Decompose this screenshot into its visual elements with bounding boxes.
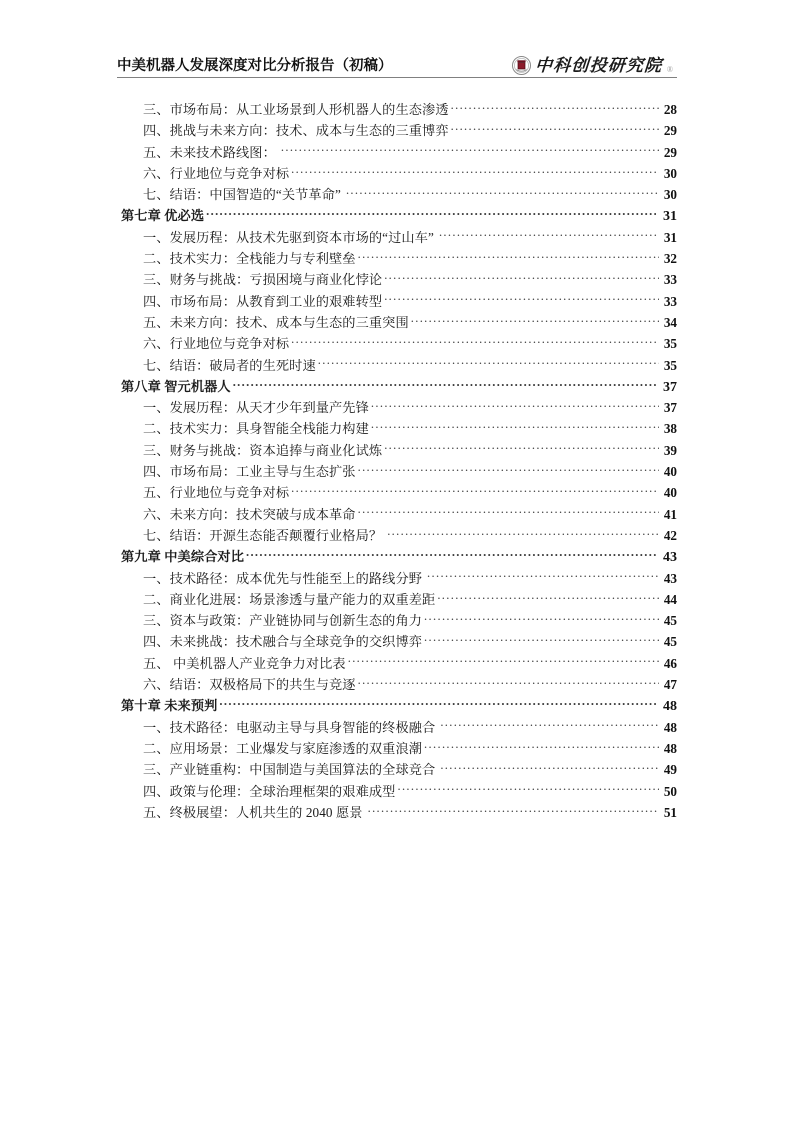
toc-entry-row[interactable] [121,482,677,503]
toc-page-number: 33 [663,272,677,288]
toc-dot-leader [384,441,659,455]
toc-entry-label: 四、政策与伦理：全球治理框架的艰难成型 [143,783,396,799]
toc-entry-label: 五、行业地位与竞争对标 [143,485,290,501]
toc-page-number: 43 [663,550,677,566]
toc-page-number: 35 [663,336,677,352]
toc-entry-label: 四、市场布局：从教育到工业的艰难转型 [143,293,383,309]
toc-entry-label: 三、财务与挑战：亏损困境与商业化悖论 [143,272,383,288]
toc-dot-leader [424,632,659,646]
toc-dot-leader [384,270,659,284]
toc-entry-row[interactable] [121,674,677,695]
toc-entry-label: 六、未来方向：技术突破与成本革命 [143,506,356,522]
toc-dot-leader [246,547,656,561]
toc-page-number: 51 [663,804,677,820]
toc-page-number: 46 [663,655,677,671]
toc-entry-row[interactable] [121,312,677,333]
toc-entry-row[interactable] [121,291,677,312]
toc-dot-leader [291,334,659,348]
toc-dot-leader [439,228,659,242]
toc-entry-label: 七、结语：开源生态能否颠覆行业格局？ [143,527,383,543]
header-divider [117,77,677,78]
toc-entry-label: 三、财务与挑战：资本追捧与商业化试炼 [143,442,383,458]
toc-page-number: 32 [663,251,677,267]
toc-entry-label: 第八章 智元机器人 [121,378,231,394]
toc-dot-leader [451,100,659,114]
document-title: 中美机器人发展深度对比分析报告（初稿） [117,58,393,74]
toc-dot-leader [358,249,659,263]
toc-dot-leader [384,292,659,306]
toc-entry-row[interactable] [121,802,677,823]
toc-page-number: 41 [663,506,677,522]
circular-seal-emblem-icon [512,56,531,75]
toc-dot-leader [233,377,656,391]
toc-dot-leader [281,143,659,157]
toc-entry-row[interactable] [121,355,677,376]
toc-page-number: 45 [663,634,677,650]
toc-dot-leader [424,611,659,625]
toc-entry-label: 第九章 中美综合对比 [121,549,244,565]
toc-page-number: 50 [663,783,677,799]
toc-dot-leader [368,803,659,817]
toc-entry-label: 七、结语：中国智造的“关节革命” [143,187,341,203]
toc-entry-row[interactable] [121,99,677,120]
table-of-contents [121,99,677,823]
toc-entry-row[interactable] [121,418,677,439]
toc-entry-label: 四、未来挑战：技术融合与全球竞争的交织博弈 [143,634,423,650]
header-inner [117,46,677,76]
toc-entry-label: 三、产业链重构：中国制造与美国算法的全球竞合 [143,762,436,778]
toc-entry-label: 三、市场布局：从工业场景到人形机器人的生态渗透 [143,102,449,117]
toc-dot-leader [387,526,659,540]
toc-chapter-row[interactable] [121,376,677,397]
toc-page-number: 35 [663,357,677,373]
toc-page-number: 31 [663,209,677,225]
toc-dot-leader [437,590,659,604]
toc-entry-label: 四、挑战与未来方向：技术、成本与生态的三重博弈 [143,123,449,139]
toc-entry-row[interactable] [121,738,677,759]
toc-page-number: 48 [663,740,677,756]
toc-entry-label: 第七章 优必选 [121,208,205,224]
toc-dot-leader [291,483,659,497]
toc-entry-label: 六、行业地位与竞争对标 [143,165,290,181]
registered-mark-icon: ® [666,65,673,74]
toc-page-number: 29 [663,144,677,160]
toc-dot-leader [411,313,659,327]
toc-entry-label: 一、发展历程：从天才少年到量产先锋 [143,400,369,416]
page-header [117,46,677,80]
toc-entry-row[interactable] [121,184,677,205]
toc-page-number: 45 [663,613,677,629]
toc-entry-row[interactable] [121,653,677,674]
toc-page-number: 48 [663,699,677,715]
toc-entry-label: 二、技术实力：具身智能全栈能力构建 [143,421,369,437]
toc-page-number: 37 [663,379,677,395]
toc-dot-leader [358,675,659,689]
toc-entry-label: 五、 中美机器人产业竞争力对比表 [143,655,346,671]
toc-page-number: 37 [663,400,677,416]
toc-entry-label: 三、资本与政策：产业链协同与创新生态的角力 [143,613,423,629]
toc-entry-row[interactable] [121,717,677,738]
toc-chapter-row[interactable] [121,695,677,716]
toc-entry-row[interactable] [121,397,677,418]
toc-entry-row[interactable] [121,589,677,610]
toc-page-number: 39 [663,442,677,458]
toc-entry-label: 第十章 未来预判 [121,698,218,714]
toc-entry-row[interactable] [121,248,677,269]
toc-dot-leader [346,185,659,199]
toc-entry-label: 四、市场布局：工业主导与生态扩张 [143,464,356,480]
toc-dot-leader [424,739,659,753]
toc-dot-leader [440,718,659,732]
toc-entry-row[interactable] [121,440,677,461]
toc-page-number: 49 [663,762,677,778]
toc-page-number: 48 [663,719,677,735]
toc-page-number: 42 [663,527,677,543]
toc-dot-leader [397,782,659,796]
toc-entry-label: 六、结语：双极格局下的共生与竞逐 [143,677,356,693]
toc-entry-row[interactable] [121,759,677,780]
toc-entry-row[interactable] [121,525,677,546]
toc-dot-leader [206,206,656,220]
toc-page-number: 47 [663,677,677,693]
toc-chapter-row[interactable] [121,205,677,226]
toc-entry-row[interactable] [121,781,677,802]
toc-dot-leader [427,569,659,583]
brand-name: 中科创投研究院 [533,56,663,75]
toc-dot-leader [358,505,659,519]
toc-page-number: 30 [663,165,677,181]
toc-dot-leader [440,760,659,774]
toc-page-number: 28 [663,102,677,117]
toc-entry-row[interactable] [121,163,677,184]
toc-page-number: 34 [663,314,677,330]
toc-entry-label: 一、技术路径：成本优先与性能至上的路线分野 [143,570,423,586]
toc-dot-leader [291,164,659,178]
toc-entry-row[interactable] [121,610,677,631]
toc-dot-leader [219,696,656,710]
toc-entry-row[interactable] [121,269,677,290]
toc-page-number: 40 [663,464,677,480]
toc-entry-row[interactable] [121,120,677,141]
toc-entry-row[interactable] [121,461,677,482]
toc-entry-row[interactable] [121,333,677,354]
toc-entry-label: 七、结语：破局者的生死时速 [143,357,316,373]
toc-page-number: 33 [663,293,677,309]
brand-logo [512,56,677,75]
toc-entry-row[interactable] [121,227,677,248]
toc-page-number: 29 [663,123,677,139]
toc-dot-leader [371,398,659,412]
toc-dot-leader [348,654,659,668]
toc-dot-leader [371,419,659,433]
toc-dot-leader [318,356,659,370]
toc-entry-label: 六、行业地位与竞争对标 [143,336,290,352]
toc-entry-label: 二、技术实力：全栈能力与专利壁垒 [143,251,356,267]
toc-entry-label: 五、未来方向：技术、成本与生态的三重突围 [143,314,409,330]
toc-dot-leader [451,121,659,135]
toc-page-number: 44 [663,591,677,607]
toc-entry-row[interactable] [121,568,677,589]
toc-entry-row[interactable] [121,504,677,525]
toc-entry-label: 一、技术路径：电驱动主导与具身智能的终极融合 [143,719,436,735]
toc-page-number: 31 [663,229,677,245]
toc-page-number: 30 [663,187,677,203]
toc-entry-label: 五、终极展望：人机共生的 2040 愿景 [143,804,363,820]
toc-entry-row[interactable] [121,142,677,163]
toc-entry-row[interactable] [121,631,677,652]
toc-chapter-row[interactable] [121,546,677,567]
toc-dot-leader [358,462,659,476]
toc-entry-label: 二、应用场景：工业爆发与家庭渗透的双重浪潮 [143,740,423,756]
toc-page-number: 43 [663,570,677,586]
toc-entry-label: 一、发展历程：从技术先驱到资本市场的“过山车” [143,229,434,245]
toc-entry-label: 五、未来技术路线图： [143,144,276,160]
toc-page-number: 40 [663,485,677,501]
toc-entry-label: 二、商业化进展：场景渗透与量产能力的双重差距 [143,591,436,607]
toc-page-number: 38 [663,421,677,437]
